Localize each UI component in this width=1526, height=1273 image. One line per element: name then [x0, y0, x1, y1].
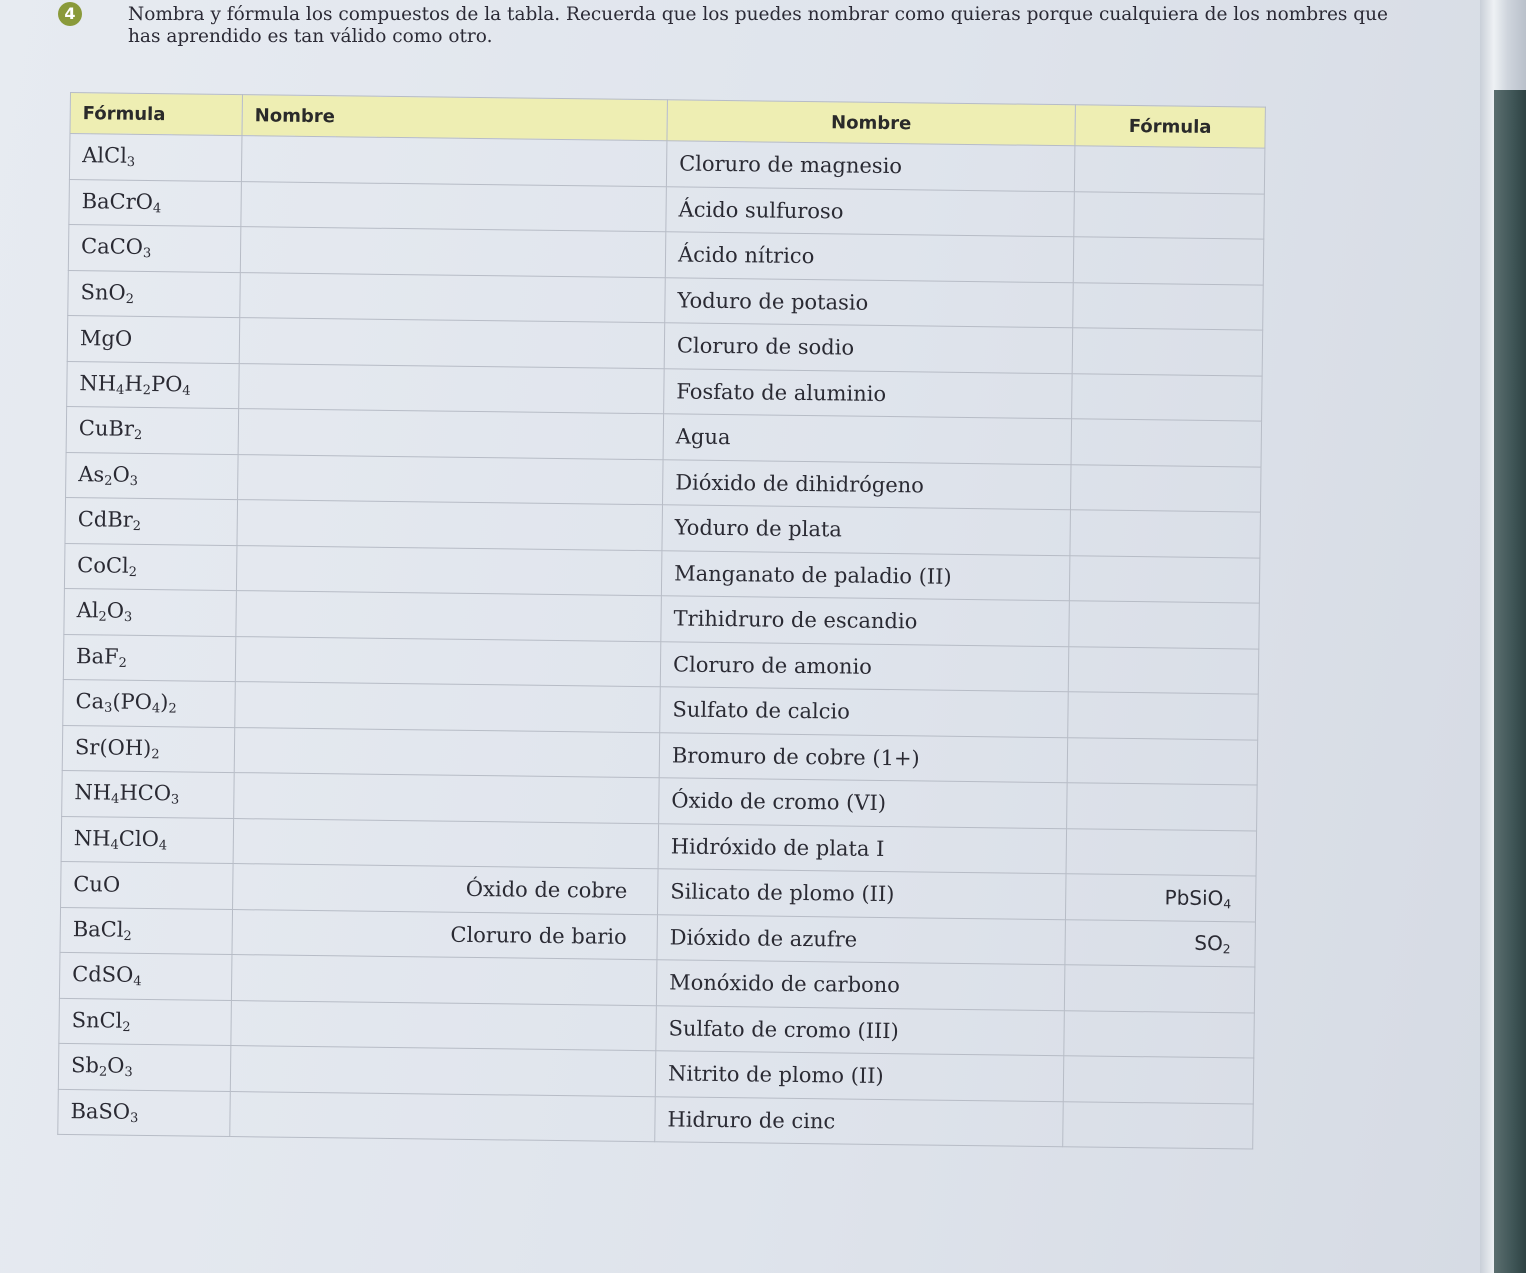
name-answer-cell[interactable]	[238, 454, 664, 505]
name-answer-cell[interactable]	[230, 1091, 656, 1142]
formula-cell: AlCl$_3$	[69, 134, 242, 182]
name-answer-cell[interactable]	[230, 1046, 656, 1097]
name-cell: Trihidruro de escandio	[661, 596, 1070, 646]
formula-answer-cell[interactable]	[1068, 692, 1259, 740]
name-answer-cell[interactable]	[233, 818, 659, 869]
name-cell: Sulfato de calcio	[660, 687, 1069, 737]
formula-answer-cell[interactable]	[1073, 282, 1264, 330]
name-answer-cell[interactable]	[235, 682, 661, 733]
header-formula-2: Fórmula	[1075, 105, 1265, 148]
formula-answer-cell[interactable]	[1069, 555, 1260, 603]
header-nombre: Nombre	[242, 95, 667, 141]
header-nombre-2: Nombre	[667, 100, 1075, 146]
formula-cell: SnCl$_2$	[59, 998, 232, 1046]
name-cell: Hidruro de cinc	[655, 1096, 1064, 1146]
name-cell: Hidróxido de plata I	[658, 823, 1067, 873]
formula-cell: BaCl$_2$	[60, 907, 233, 955]
formula-answer-cell[interactable]: $SO_2$	[1065, 919, 1256, 967]
formula-answer-cell[interactable]	[1068, 646, 1259, 694]
formula-cell: MgO	[67, 315, 240, 363]
name-cell: Ácido sulfuroso	[666, 186, 1075, 236]
formula-cell: SnO$_2$	[68, 270, 241, 318]
formula-answer-cell[interactable]	[1073, 237, 1264, 285]
name-cell: Fosfato de aluminio	[664, 368, 1073, 418]
name-cell: Dióxido de azufre	[657, 914, 1066, 964]
name-cell: Yoduro de plata	[662, 505, 1071, 555]
formula-answer-cell[interactable]	[1067, 783, 1258, 831]
formula-answer-cell[interactable]	[1072, 328, 1263, 376]
name-cell: Ácido nítrico	[665, 232, 1074, 282]
name-cell: Sulfato de cromo (III)	[656, 1005, 1065, 1055]
formula-cell: CdSO$_4$	[59, 952, 232, 1000]
formula-cell: CaCO$_3$	[68, 224, 241, 272]
name-answer-cell[interactable]: Cloruro de bario	[232, 909, 658, 960]
name-cell: Dióxido de dihidrógeno	[663, 459, 1072, 509]
formula-cell: CuO	[61, 861, 234, 909]
formula-answer-cell[interactable]	[1072, 373, 1263, 421]
name-answer-cell[interactable]	[234, 773, 660, 824]
name-answer-cell[interactable]	[236, 591, 662, 642]
formula-answer-cell[interactable]	[1069, 601, 1260, 649]
formula-answer-cell[interactable]	[1070, 510, 1261, 558]
formula-cell: $Sr(OH)_2$	[62, 725, 235, 773]
formula-answer-cell[interactable]	[1070, 464, 1261, 512]
formula-cell: $Sb_2O_3$	[58, 1043, 231, 1091]
header-formula: Fórmula	[70, 93, 242, 136]
formula-answer-cell[interactable]	[1074, 146, 1265, 194]
formula-cell: CdBr$_2$	[65, 497, 238, 545]
formula-cell: $NH_4H_2PO_4$	[67, 361, 240, 409]
formula-cell: $NH_4ClO_4$	[61, 816, 234, 864]
name-cell: Cloruro de magnesio	[666, 141, 1075, 191]
name-cell: Yoduro de potasio	[665, 277, 1074, 327]
binding-strip	[1494, 90, 1526, 1273]
name-cell: Bromuro de cobre (1+)	[659, 732, 1068, 782]
name-answer-cell[interactable]	[240, 227, 666, 278]
exercise-number: 4	[58, 2, 82, 26]
name-answer-cell[interactable]	[236, 545, 662, 596]
formula-answer-cell[interactable]	[1071, 419, 1262, 467]
name-answer-cell[interactable]	[241, 181, 667, 232]
name-cell: Cloruro de sodio	[664, 323, 1073, 373]
name-cell: Nitrito de plomo (II)	[655, 1051, 1064, 1101]
exercise-instruction: Nombra y fórmula los compuestos de la tabla. Recuerda que los puedes nombrar como quieras porque cualquiera de los nombres que has aprendido es tan válido como otro.	[128, 4, 1389, 47]
formula-cell: $Ca_3(PO_4)_2$	[63, 679, 236, 727]
name-answer-cell[interactable]	[237, 500, 663, 551]
name-answer-cell[interactable]: Óxido de cobre	[233, 864, 659, 915]
formula-answer-cell[interactable]	[1067, 737, 1258, 785]
compounds-table-wrapper	[57, 92, 1266, 1150]
formula-answer-cell[interactable]	[1066, 828, 1257, 876]
name-cell: Monóxido de carbono	[656, 960, 1065, 1010]
formula-cell: CuBr$_2$	[66, 406, 239, 454]
formula-cell: BaSO$_3$	[58, 1089, 231, 1137]
name-cell: Óxido de cromo (VI)	[659, 778, 1068, 828]
name-answer-cell[interactable]	[239, 363, 665, 414]
name-answer-cell[interactable]	[241, 136, 667, 187]
formula-cell: CoCl$_2$	[64, 543, 237, 591]
formula-cell: $NH_4HCO_3$	[62, 770, 235, 818]
formula-cell: BaF$_2$	[63, 634, 236, 682]
name-answer-cell[interactable]	[239, 318, 665, 369]
name-cell: Silicato de plomo (II)	[657, 869, 1066, 919]
table-body	[58, 134, 1265, 1150]
formula-answer-cell[interactable]	[1064, 1010, 1255, 1058]
name-answer-cell[interactable]	[234, 727, 660, 778]
name-answer-cell[interactable]	[240, 272, 666, 323]
name-cell: Manganato de paladio (II)	[661, 550, 1070, 600]
formula-cell: $As_2O_3$	[66, 452, 239, 500]
formula-cell: $Al_2O_3$	[64, 588, 237, 636]
name-answer-cell[interactable]	[238, 409, 664, 460]
name-answer-cell[interactable]	[235, 636, 661, 687]
formula-answer-cell[interactable]	[1063, 1056, 1254, 1104]
compounds-table	[57, 92, 1266, 1150]
name-cell: Cloruro de amonio	[660, 641, 1069, 691]
name-answer-cell[interactable]	[231, 1000, 657, 1051]
name-cell: Agua	[663, 414, 1072, 464]
name-answer-cell[interactable]	[231, 955, 657, 1006]
formula-answer-cell[interactable]	[1063, 1101, 1254, 1149]
formula-answer-cell[interactable]	[1074, 191, 1265, 239]
formula-cell: BaCrO$_4$	[69, 179, 242, 227]
formula-answer-cell[interactable]: PbSiO$_4$	[1065, 874, 1256, 922]
page-edge	[1480, 0, 1526, 1273]
formula-answer-cell[interactable]	[1064, 965, 1255, 1013]
